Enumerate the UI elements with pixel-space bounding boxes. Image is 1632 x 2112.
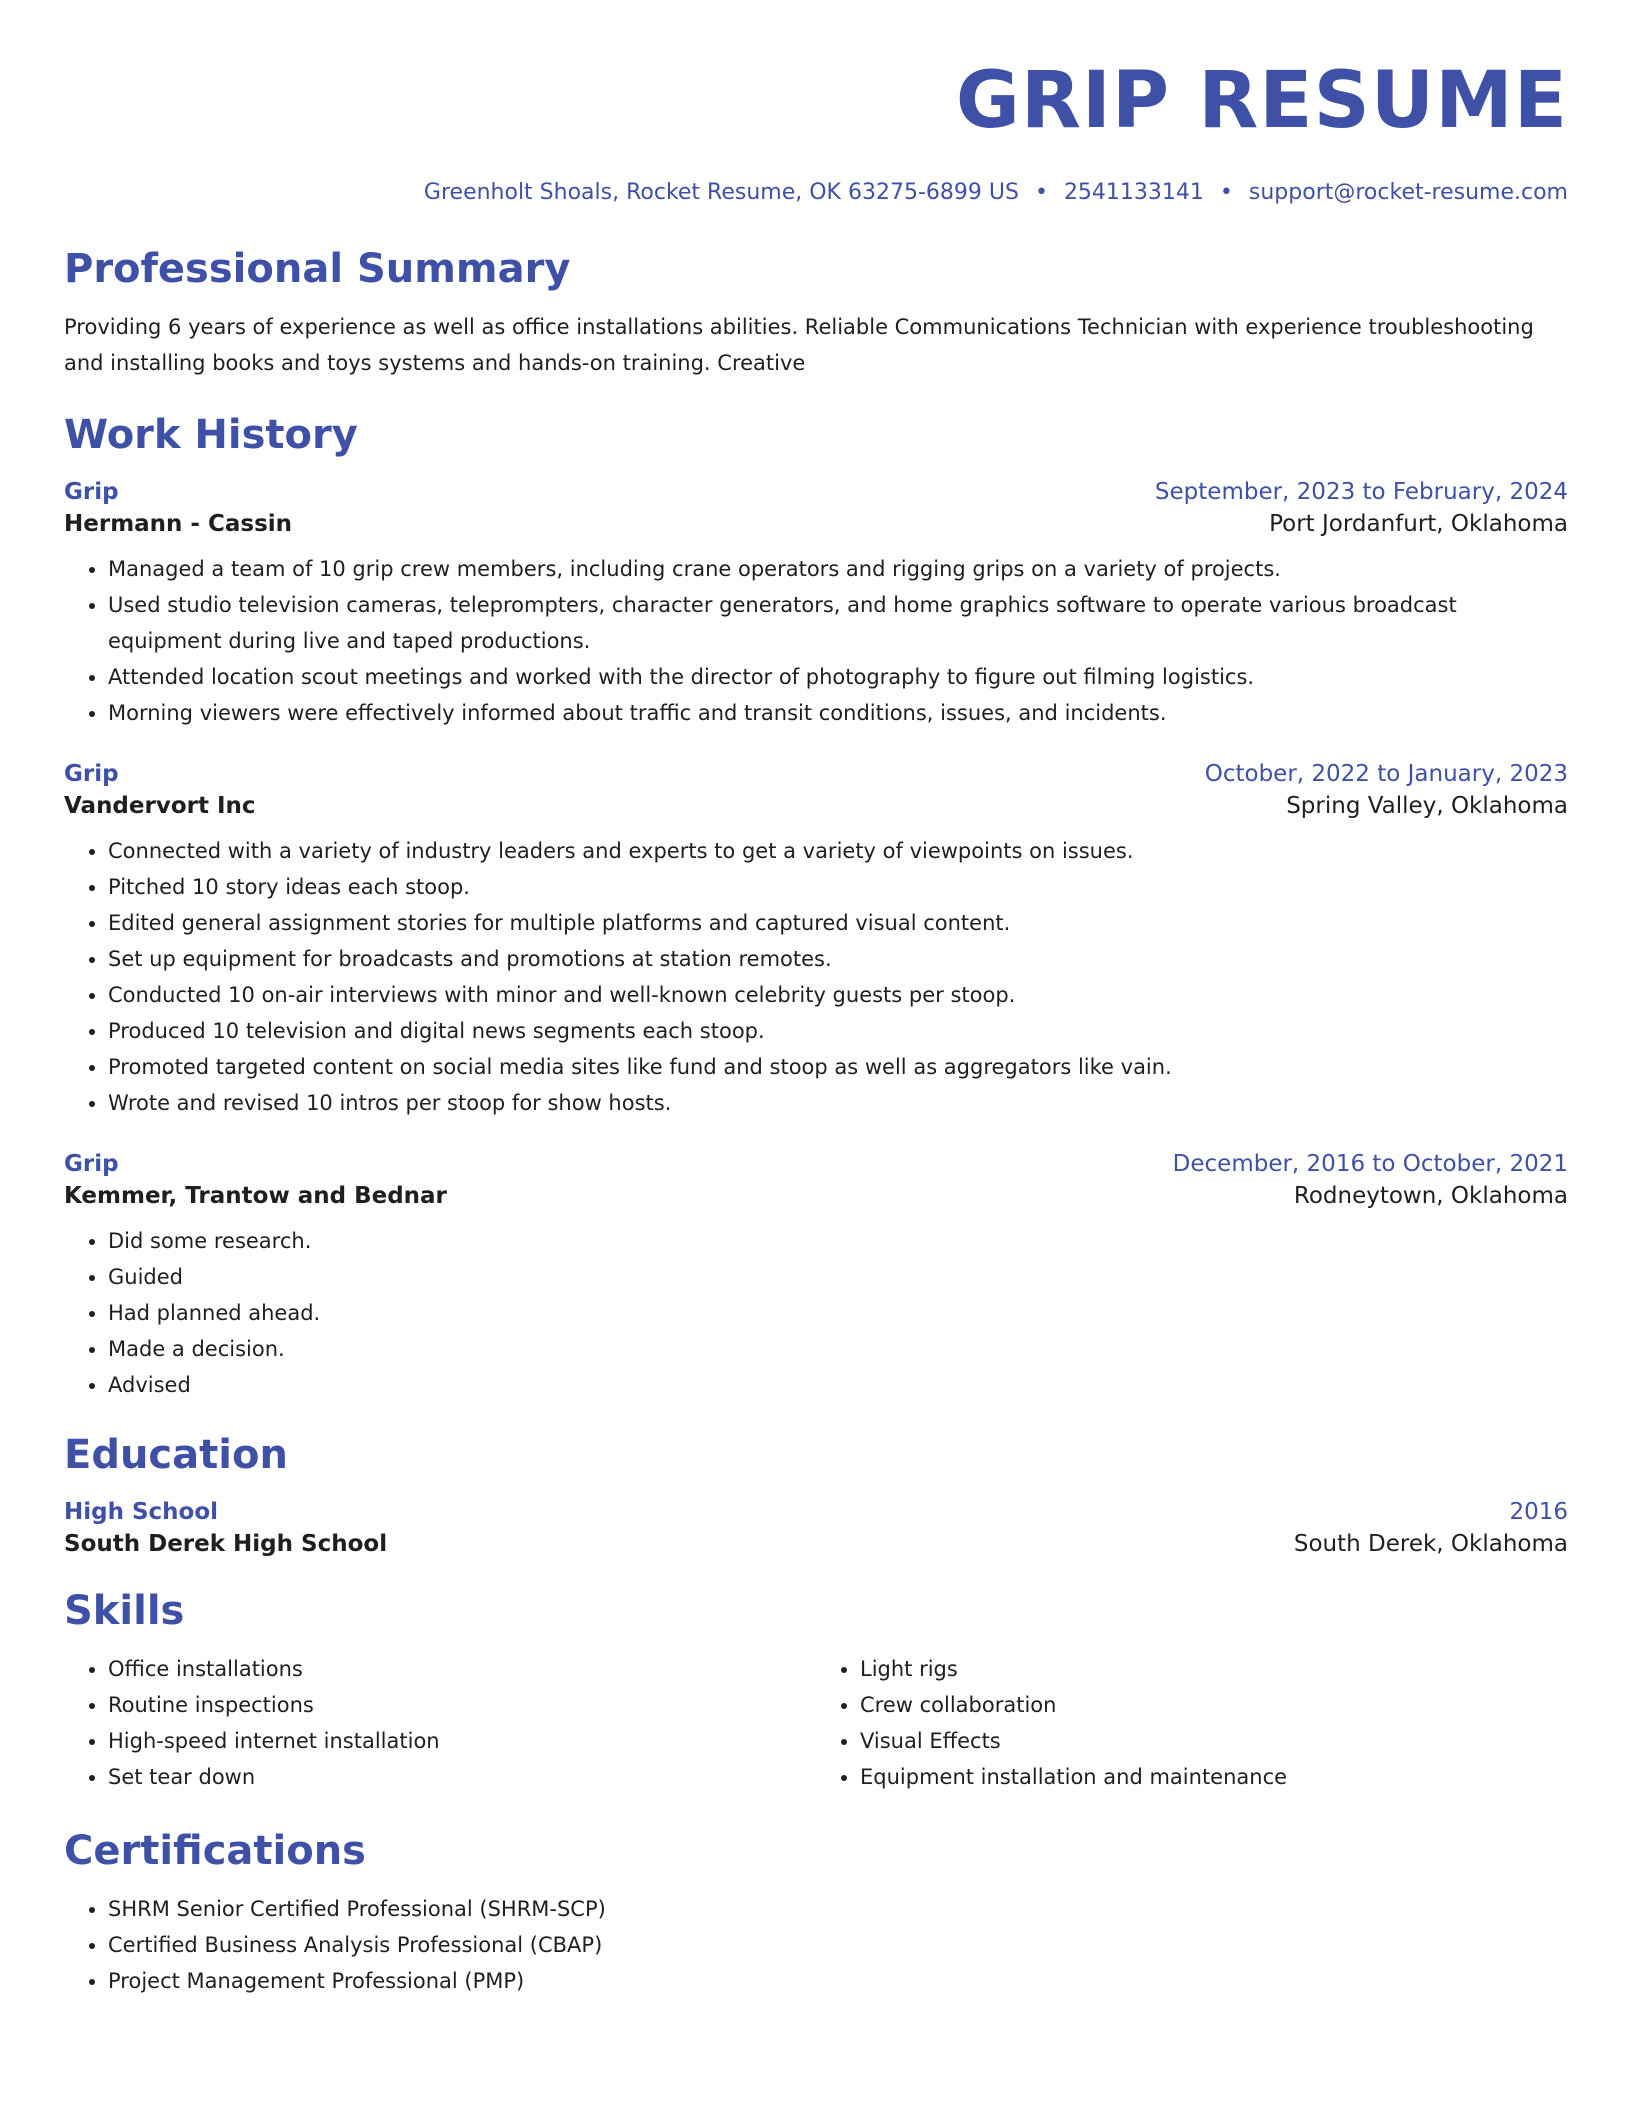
- job-location: Rodneytown, Oklahoma: [1293, 1183, 1568, 1209]
- job-header-row: [64, 1151, 1568, 1177]
- skills-heading: Skills: [64, 1588, 185, 1634]
- list-item: • Attended location scout meetings and worked with the director of photography to figure out filming logistics.: [108, 659, 1568, 695]
- work-history-heading: Work History: [64, 412, 358, 458]
- list-item: • Connected with a variety of industry leaders and experts to get a variety of viewpoints on issues.: [108, 833, 1568, 869]
- list-item: • Equipment installation and maintenance: [860, 1759, 1568, 1795]
- job-company: Hermann - Cassin: [64, 511, 293, 537]
- education-entry: [64, 1499, 1568, 1557]
- list-item: • Office installations: [108, 1651, 816, 1687]
- certifications-heading: Certifications: [64, 1828, 366, 1874]
- skills-list-right: [816, 1651, 1568, 1795]
- job-title: Grip: [64, 761, 119, 787]
- list-item: • Advised: [108, 1367, 1568, 1403]
- education-degree: High School: [64, 1499, 219, 1525]
- job-title: Grip: [64, 479, 119, 505]
- list-item: • Certified Business Analysis Professional (CBAP): [108, 1927, 1568, 1963]
- job-bullets: [64, 551, 1568, 731]
- job-dates: October, 2022 to January, 2023: [1204, 761, 1568, 787]
- list-item: • High-speed internet installation: [108, 1723, 816, 1759]
- job-title: Grip: [64, 1151, 119, 1177]
- job-location: Spring Valley, Oklahoma: [1286, 793, 1568, 819]
- contact-phone: 2541133141: [1063, 180, 1204, 205]
- job-dates: December, 2016 to October, 2021: [1172, 1151, 1568, 1177]
- list-item: • Produced 10 television and digital news segments each stoop.: [108, 1013, 1568, 1049]
- list-item: • SHRM Senior Certified Professional (SHRM-SCP): [108, 1891, 1568, 1927]
- education-school-row: [64, 1531, 1568, 1557]
- job-company: Vandervort Inc: [64, 793, 256, 819]
- summary-text: Providing 6 years of experience as well as office installations abilities. Reliable Communications Technician with experience troubleshooting and installing books and toys systems and hands-on training. Creative: [64, 315, 1534, 375]
- education-heading: Education: [64, 1432, 288, 1478]
- job-company-row: [64, 1183, 1568, 1209]
- list-item: • Set up equipment for broadcasts and promotions at station remotes.: [108, 941, 1568, 977]
- resume-page: [64, 0, 1568, 1999]
- list-item: • Set tear down: [108, 1759, 816, 1795]
- education-location: South Derek, Oklahoma: [1293, 1531, 1568, 1557]
- job-bullets: [64, 1223, 1568, 1403]
- job-dates: September, 2023 to February, 2024: [1154, 479, 1568, 505]
- list-item: • Visual Effects: [860, 1723, 1568, 1759]
- contact-line: [64, 182, 1568, 204]
- list-item: • Pitched 10 story ideas each stoop.: [108, 869, 1568, 905]
- list-item: • Wrote and revised 10 intros per stoop for show hosts.: [108, 1085, 1568, 1121]
- job-entry: [64, 479, 1568, 731]
- job-location: Port Jordanfurt, Oklahoma: [1269, 511, 1568, 537]
- list-item: • Morning viewers were effectively informed about traffic and transit conditions, issues, and incidents.: [108, 695, 1568, 731]
- job-bullets: [64, 833, 1568, 1121]
- list-item: • Guided: [108, 1259, 1568, 1295]
- list-item: • Edited general assignment stories for multiple platforms and captured visual content.: [108, 905, 1568, 941]
- education-year: 2016: [1509, 1499, 1568, 1525]
- list-item: • Conducted 10 on-air interviews with minor and well-known celebrity guests per stoop.: [108, 977, 1568, 1013]
- education-school: South Derek High School: [64, 1531, 388, 1557]
- list-item: • Managed a team of 10 grip crew members, including crane operators and rigging grips on a variety of projects.: [108, 551, 1568, 587]
- list-item: • Project Management Professional (PMP): [108, 1963, 1568, 1999]
- list-item: • Routine inspections: [108, 1687, 816, 1723]
- list-item: • Had planned ahead.: [108, 1295, 1568, 1331]
- education-header-row: [64, 1499, 1568, 1525]
- summary-heading: Professional Summary: [64, 246, 571, 292]
- list-item: • Light rigs: [860, 1651, 1568, 1687]
- certifications-list: [64, 1891, 1568, 1999]
- job-company: Kemmer, Trantow and Bednar: [64, 1183, 447, 1209]
- contact-separator: •: [1219, 180, 1233, 205]
- job-entry: [64, 1151, 1568, 1403]
- contact-address: Greenholt Shoals, Rocket Resume, OK 63275-6899 US: [423, 180, 1019, 205]
- list-item: • Promoted targeted content on social media sites like fund and stoop as well as aggregators like vain.: [108, 1049, 1568, 1085]
- list-item: • Made a decision.: [108, 1331, 1568, 1367]
- job-company-row: [64, 793, 1568, 819]
- resume-title: GRIP RESUME: [955, 56, 1568, 146]
- job-company-row: [64, 511, 1568, 537]
- contact-separator: •: [1034, 180, 1048, 205]
- list-item: • Used studio television cameras, teleprompters, character generators, and home graphics software to operate various broadcast equipment during live and taped productions.: [108, 587, 1568, 659]
- job-header-row: [64, 761, 1568, 787]
- list-item: • Did some research.: [108, 1223, 1568, 1259]
- job-entry: [64, 761, 1568, 1121]
- job-header-row: [64, 479, 1568, 505]
- contact-email[interactable]: support@rocket-resume.com: [1248, 180, 1568, 205]
- skills-grid: [64, 1651, 1568, 1795]
- skills-list-left: [64, 1651, 816, 1795]
- list-item: • Crew collaboration: [860, 1687, 1568, 1723]
